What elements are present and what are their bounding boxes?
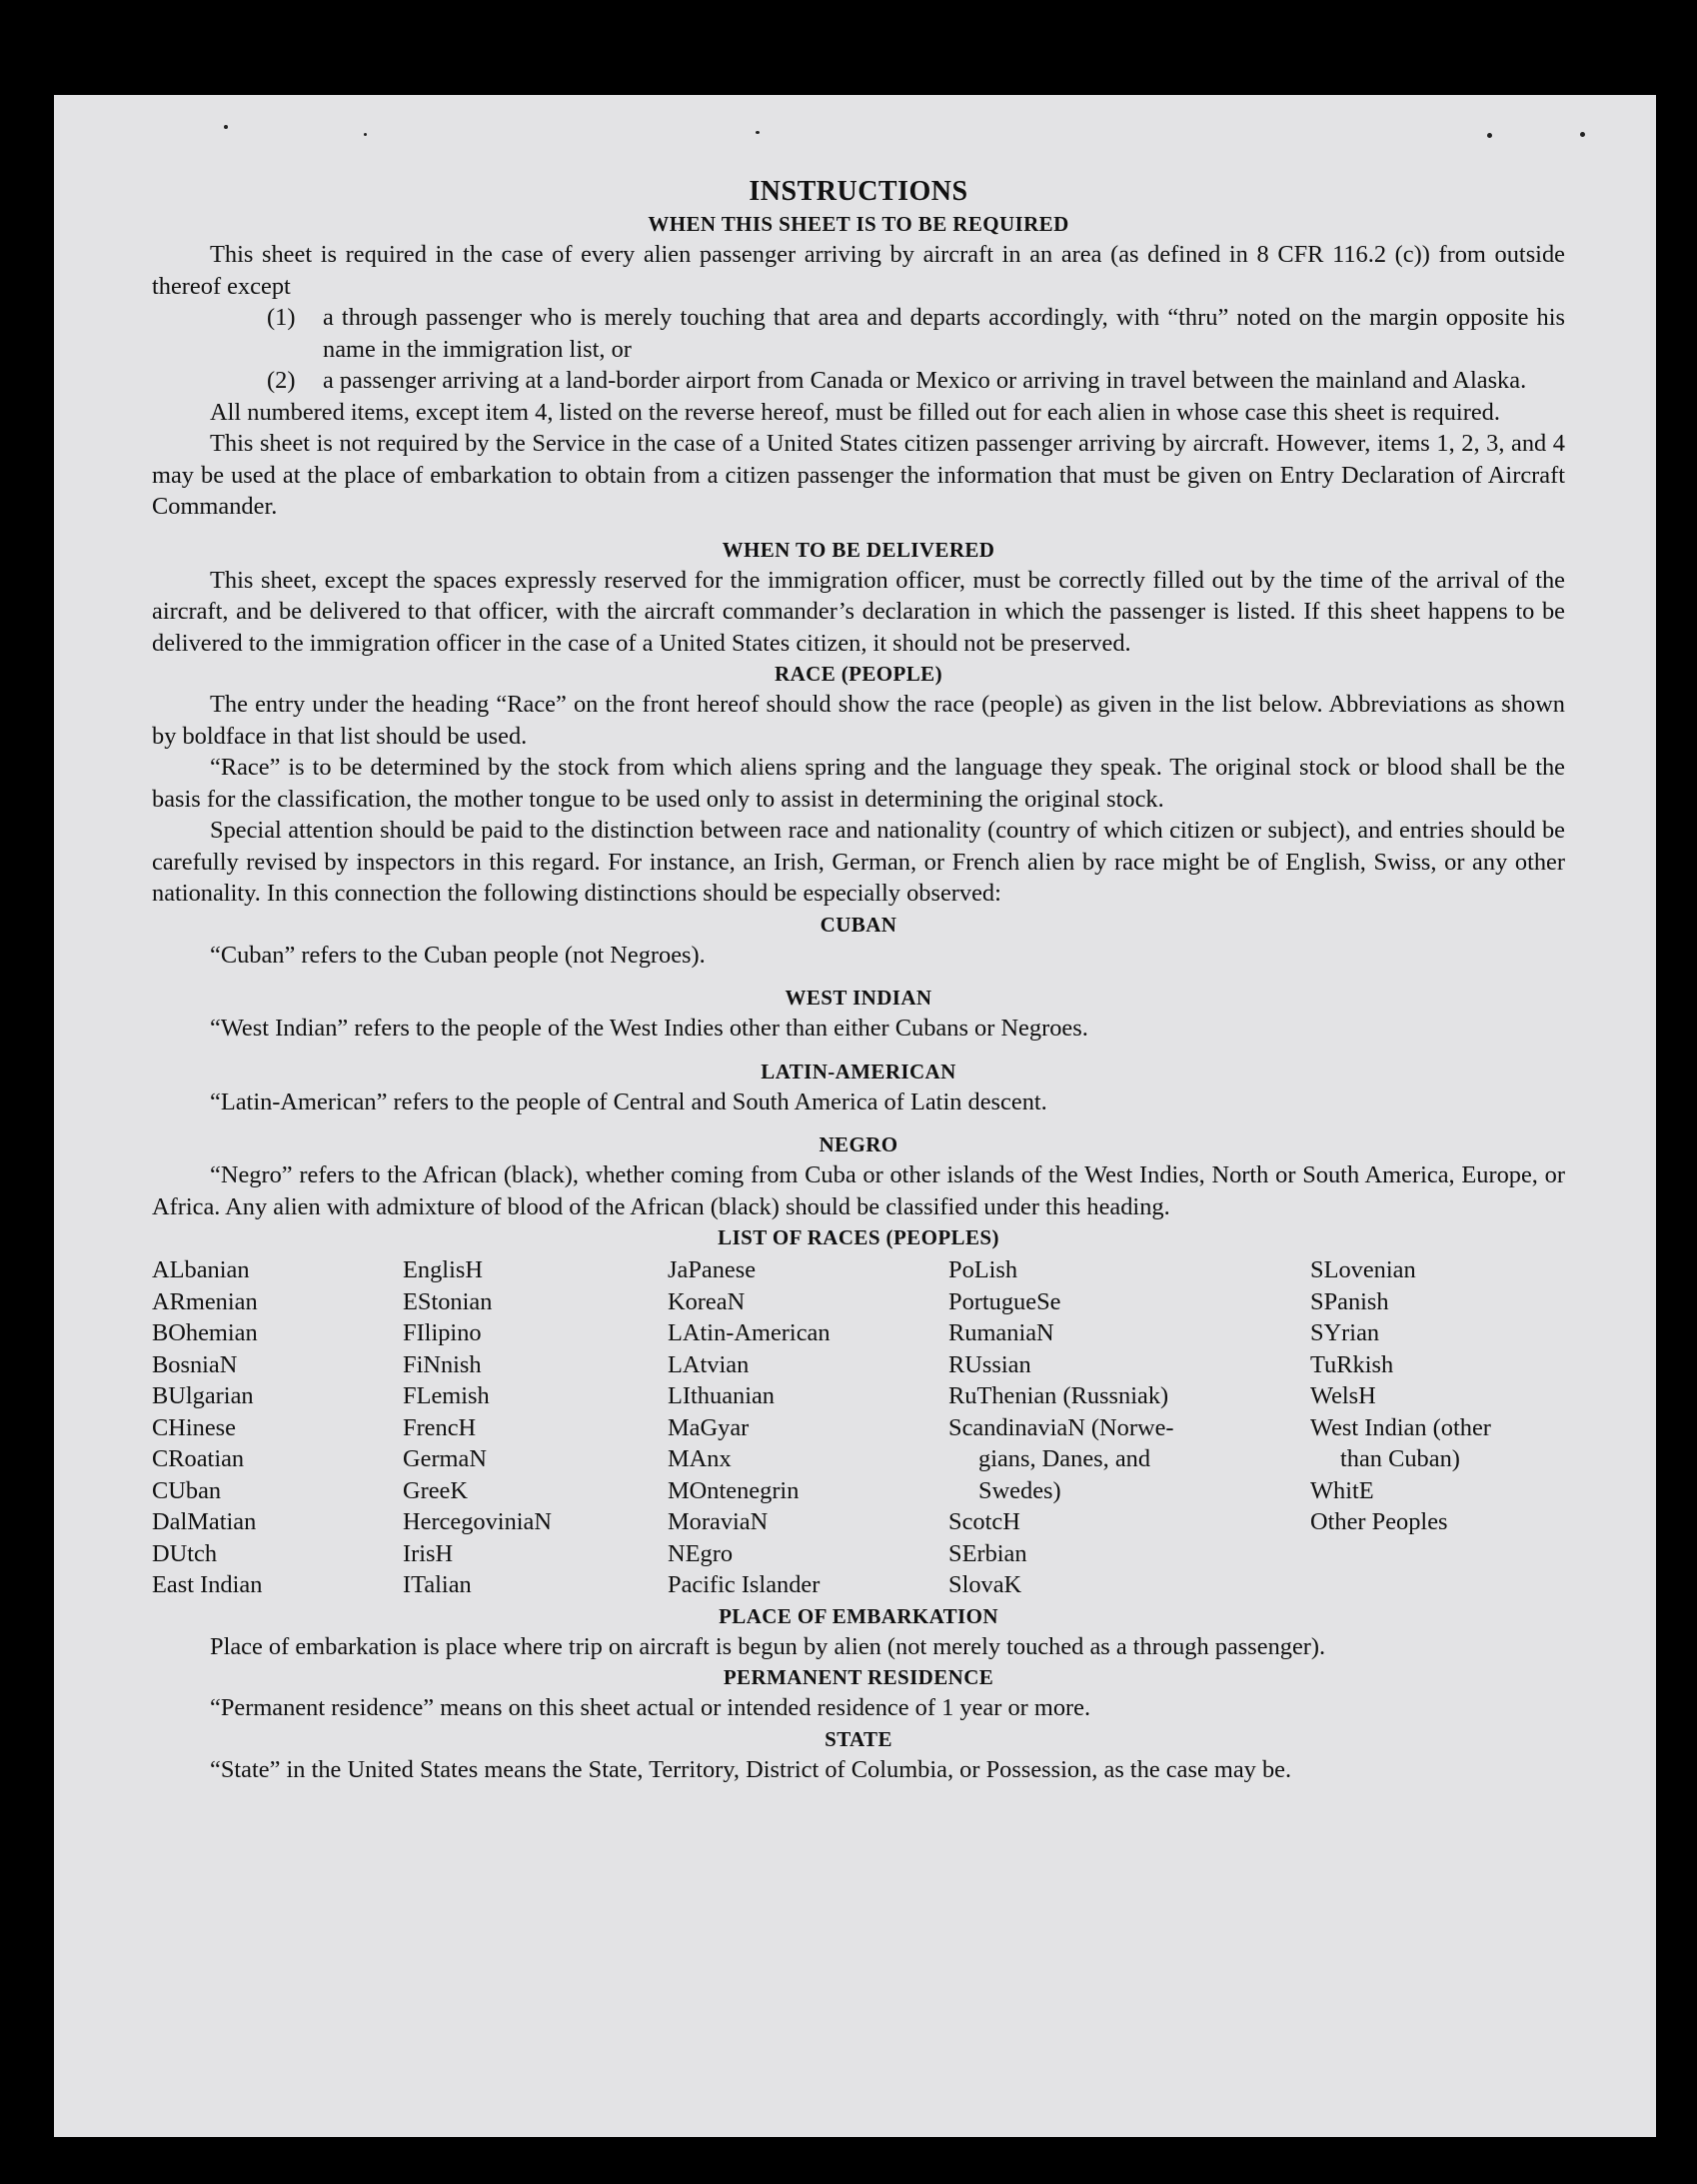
heading-negro: NEGRO — [819, 1132, 898, 1156]
paragraph-latin-american: “Latin-American” refers to the people of Central and South America of Latin descent. — [210, 1088, 1047, 1115]
paragraph-delivered: This sheet, except the spaces expressly reserved for the immigration officer, must be correctly filled out by the time of the arrival of the aircraft, and be delivered to that officer, with the aircraft commander’s declaration in which the passenger is listed. If this sheet happens to be delivered to the immigration officer in the case of a United States citizen, it should not be preserved. — [152, 566, 1565, 657]
race-entry: BOhemian — [152, 1319, 258, 1346]
race-entry: ARmenian — [152, 1287, 258, 1315]
race-entry: CUban — [152, 1476, 222, 1504]
item-text: a passenger arriving at a land-border airport from Canada or Mexico or arriving in travel between the mainland and Alaska. — [323, 367, 1527, 394]
heading-race: RACE (PEOPLE) — [775, 662, 942, 686]
list-item — [152, 302, 1565, 365]
scan-speck — [364, 133, 367, 136]
race-entry: MoraviaN — [668, 1508, 769, 1535]
heading-state: STATE — [825, 1726, 892, 1751]
scan-speck — [756, 131, 760, 134]
race-entry: WhitE — [1310, 1476, 1374, 1504]
races-column-1 — [152, 1254, 403, 1601]
race-entry: RumaniaN — [948, 1319, 1054, 1346]
race-entry: MOntenegrin — [668, 1476, 800, 1504]
scan-speck — [1580, 132, 1585, 137]
race-entry: FrencH — [403, 1413, 477, 1441]
heading-required: WHEN THIS SHEET IS TO BE REQUIRED — [648, 212, 1069, 236]
race-entry: TuRkish — [1310, 1350, 1394, 1378]
item-text: a through passenger who is merely touching that area and departs accordingly, with “thru” noted on the margin opposite his name in the immigration list, or — [323, 304, 1565, 363]
race-entry: West Indian (other — [1310, 1413, 1491, 1441]
race-entry-continued: Swedes) — [978, 1476, 1061, 1504]
paragraph-race-2: “Race” is to be determined by the stock from which aliens spring and the language they speak. The original stock or blood shall be the basis for the classification, the mother tongue to be used only to assist in determining the original stock. — [152, 754, 1565, 813]
race-entry: EnglisH — [403, 1256, 483, 1283]
paragraph-required-1: This sheet is required in the case of every alien passenger arriving by aircraft in an area (as defined in 8 CFR 116.2 (c)) from outside thereof except — [152, 241, 1565, 300]
race-entry: ScandinaviaN (Norwe- — [948, 1413, 1174, 1441]
heading-delivered: WHEN TO BE DELIVERED — [722, 537, 995, 562]
race-entry: MaGyar — [668, 1413, 750, 1441]
paragraph-embarkation: Place of embarkation is place where trip on aircraft is begun by alien (not merely touched as a through passenger). — [210, 1632, 1326, 1660]
race-entry: MAnx — [668, 1445, 732, 1472]
race-entry: WelsH — [1310, 1382, 1376, 1409]
races-column-3 — [668, 1254, 948, 1601]
race-entry-continued: than Cuban) — [1340, 1445, 1460, 1472]
race-entry: FLemish — [403, 1382, 490, 1409]
race-entry: CRoatian — [152, 1445, 245, 1472]
race-entry: Other Peoples — [1310, 1508, 1448, 1535]
race-entry: CHinese — [152, 1413, 236, 1441]
paragraph-state: “State” in the United States means the State, Territory, District of Columbia, or Possession, as the case may be. — [210, 1755, 1292, 1783]
races-column-2 — [403, 1254, 668, 1601]
race-entry: SYrian — [1310, 1319, 1380, 1346]
heading-cuban: CUBAN — [820, 912, 897, 937]
race-entry: BUlgarian — [152, 1382, 254, 1409]
instructions-text — [152, 175, 1565, 1785]
race-entry: FIlipino — [403, 1319, 482, 1346]
paragraph-cuban: “Cuban” refers to the Cuban people (not Negroes). — [210, 941, 706, 969]
race-entry: DalMatian — [152, 1508, 257, 1535]
paragraph-required-3: This sheet is not required by the Service in the case of a United States citizen passenger arriving by aircraft. However, items 1, 2, 3, and 4 may be used at the place of embarkation to obtain from a citizen passenger the information that must be given on Entry Declaration of Aircraft Commander. — [152, 430, 1565, 520]
paragraph-negro: “Negro” refers to the African (black), whether coming from Cuba or other islands of the West Indies, North or South America, Europe, or Africa. Any alien with admixture of blood of the African (black) should be classified under this heading. — [152, 1161, 1565, 1220]
race-entry: GreeK — [403, 1476, 469, 1504]
race-entry: ALbanian — [152, 1256, 250, 1283]
heading-list-of-races: LIST OF RACES (PEOPLES) — [718, 1225, 999, 1249]
races-column-4 — [948, 1254, 1233, 1601]
race-entry: PoLish — [948, 1256, 1018, 1283]
race-entry: FiNnish — [403, 1350, 482, 1378]
item-number: (2) — [267, 367, 296, 394]
race-entry: LIthuanian — [668, 1382, 776, 1409]
race-entry: East Indian — [152, 1571, 263, 1598]
race-entry: HercegoviniaN — [403, 1508, 552, 1535]
heading-embarkation: PLACE OF EMBARKATION — [719, 1603, 998, 1628]
race-entry: ScotcH — [948, 1508, 1020, 1535]
races-column-5 — [1310, 1254, 1565, 1601]
item-number: (1) — [267, 304, 296, 331]
race-entry: Pacific Islander — [668, 1571, 821, 1598]
scan-speck — [224, 125, 228, 129]
races-table — [152, 1254, 1565, 1601]
paragraph-west-indian: “West Indian” refers to the people of the West Indies other than either Cubans or Negroes. — [210, 1015, 1088, 1042]
race-entry: KoreaN — [668, 1287, 746, 1315]
race-entry-continued: gians, Danes, and — [978, 1445, 1151, 1472]
race-entry: PortugueSe — [948, 1287, 1061, 1315]
race-entry: RuThenian (Russniak) — [948, 1382, 1169, 1409]
race-entry: DUtch — [152, 1539, 218, 1567]
heading-west-indian: WEST INDIAN — [785, 986, 932, 1010]
document-sheet — [54, 95, 1656, 2137]
paragraph-race-3: Special attention should be paid to the distinction between race and nationality (country of which citizen or subject), and entries should be carefully revised by inspectors in this regard. For instance, an Irish, German, or French alien by race might be of English, Swiss, or any other nationality. In this connection the following distinctions should be especially observed: — [152, 817, 1565, 907]
race-entry: SPanish — [1310, 1287, 1389, 1315]
race-entry: SErbian — [948, 1539, 1027, 1567]
race-entry: NEgro — [668, 1539, 734, 1567]
race-entry: ITalian — [403, 1571, 472, 1598]
paragraph-required-2: All numbered items, except item 4, listed on the reverse hereof, must be filled out for each alien in whose case this sheet is required. — [210, 398, 1500, 426]
race-entry: SlovaK — [948, 1571, 1022, 1598]
race-entry: LAtin-American — [668, 1319, 831, 1346]
paragraph-residence: “Permanent residence” means on this sheet actual or intended residence of 1 year or more. — [210, 1694, 1091, 1721]
race-entry: IrisH — [403, 1539, 454, 1567]
race-entry: BosniaN — [152, 1350, 238, 1378]
race-entry: EStonian — [403, 1287, 493, 1315]
heading-residence: PERMANENT RESIDENCE — [723, 1665, 994, 1689]
heading-latin-american: LATIN-AMERICAN — [761, 1059, 956, 1084]
race-entry: RUssian — [948, 1350, 1031, 1378]
race-entry: GermaN — [403, 1445, 487, 1472]
race-entry: JaPanese — [668, 1256, 757, 1283]
page-title: INSTRUCTIONS — [749, 176, 968, 207]
scan-speck — [1487, 133, 1492, 138]
paragraph-race-1: The entry under the heading “Race” on the front hereof should show the race (people) as given in the list below. Abbreviations as shown by boldface in that list should be used. — [152, 691, 1565, 750]
race-entry: LAtvian — [668, 1350, 750, 1378]
list-item — [152, 365, 1565, 397]
race-entry: SLovenian — [1310, 1256, 1416, 1283]
